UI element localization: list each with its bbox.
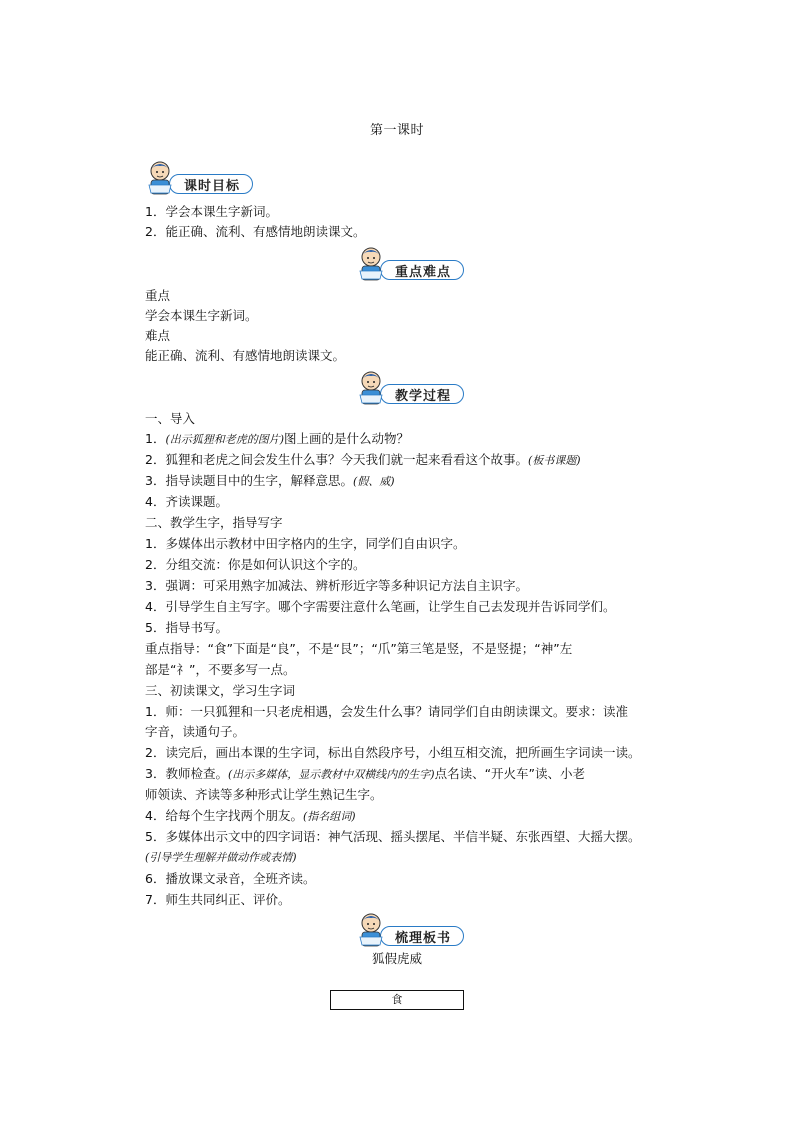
step-item: 2．分组交流：你是如何认识这个字的。 xyxy=(145,557,366,572)
student-mascot-icon xyxy=(356,246,390,282)
student-mascot-icon xyxy=(145,160,179,196)
step-item: 3．教师检查。(出示多媒体，显示教材中双横线内的生字)点名读、“开火车”读、小老 xyxy=(145,766,586,781)
section-heading: 三、初读课文，学习生字词 xyxy=(145,683,296,698)
section-badge-key xyxy=(356,246,464,282)
student-mascot-icon xyxy=(356,912,390,948)
goal-item: 1．学会本课生字新词。 xyxy=(145,204,278,219)
step-item: 5．多媒体出示文中的四字词语：神气活现、摇头摆尾、半信半疑、东张西望、大摇大摆。 xyxy=(145,829,641,844)
step-item: 2．读完后，画出本课的生字词，标出自然段序号，小组互相交流，把所画生字词读一读。 xyxy=(145,745,641,760)
step-item: 3．指导读题目中的生字，解释意思。(假、威) xyxy=(145,473,395,488)
section-badge-board xyxy=(356,912,464,948)
section-heading: 二、教学生字，指导写字 xyxy=(145,515,283,530)
step-item: 3．强调：可采用熟字加减法、辨析形近字等多种识记方法自主识字。 xyxy=(145,578,528,593)
step-item: 1．(出示狐狸和老虎的图片)图上画的是什么动物？ xyxy=(145,431,410,446)
focus-label: 重点 xyxy=(145,288,171,303)
student-mascot-icon xyxy=(356,370,390,406)
badge-label: 重点难点 xyxy=(380,260,464,280)
step-item: 字音，读通句子。 xyxy=(145,724,246,739)
section-heading: 一、导入 xyxy=(145,411,196,426)
step-note: (引导学生理解并做动作或表情) xyxy=(145,851,297,864)
page-title: 第一课时 xyxy=(369,123,424,138)
step-item: 4．齐读课题。 xyxy=(145,494,228,509)
difficulty-text: 能正确、流利、有感情地朗读课文。 xyxy=(145,348,346,363)
step-item: 2．狐狸和老虎之间会发生什么事？今天我们就一起来看看这个故事。(板书课题) xyxy=(145,452,581,467)
step-item: 4．引导学生自主写字。哪个字需要注意什么笔画，让学生自己去发现并告诉同学们。 xyxy=(145,599,616,614)
section-badge-process xyxy=(356,370,464,406)
focus-text: 学会本课生字新词。 xyxy=(145,308,258,323)
key-guidance: 部是“礻”，不要多写一点。 xyxy=(145,662,296,677)
step-item: 7．师生共同纠正、评价。 xyxy=(145,892,291,907)
step-item: 5．指导书写。 xyxy=(145,620,228,635)
badge-label: 课时目标 xyxy=(169,174,253,194)
step-item: 6．播放课文录音，全班齐读。 xyxy=(145,871,316,886)
board-title: 狐假虎威 xyxy=(371,951,422,966)
badge-label: 教学过程 xyxy=(380,384,464,404)
step-item: 1．多媒体出示教材中田字格内的生字，同学们自由识字。 xyxy=(145,536,466,551)
board-box: 食 xyxy=(330,990,464,1010)
badge-label: 梳理板书 xyxy=(380,926,464,946)
step-item: 1．师：一只狐狸和一只老虎相遇，会发生什么事？请同学们自由朗读课文。要求：读准 xyxy=(145,704,628,719)
step-item: 师领读、齐读等多种形式让学生熟记生字。 xyxy=(145,787,383,802)
section-badge-goals xyxy=(145,160,253,196)
difficulty-label: 难点 xyxy=(145,328,171,343)
key-guidance: 重点指导：“食”下面是“良”，不是“艮”；“爪”第三笔是竖，不是竖提；“神”左 xyxy=(145,641,573,656)
goal-item: 2．能正确、流利、有感情地朗读课文。 xyxy=(145,224,366,239)
step-item: 4．给每个生字找两个朋友。(指名组词) xyxy=(145,808,356,823)
